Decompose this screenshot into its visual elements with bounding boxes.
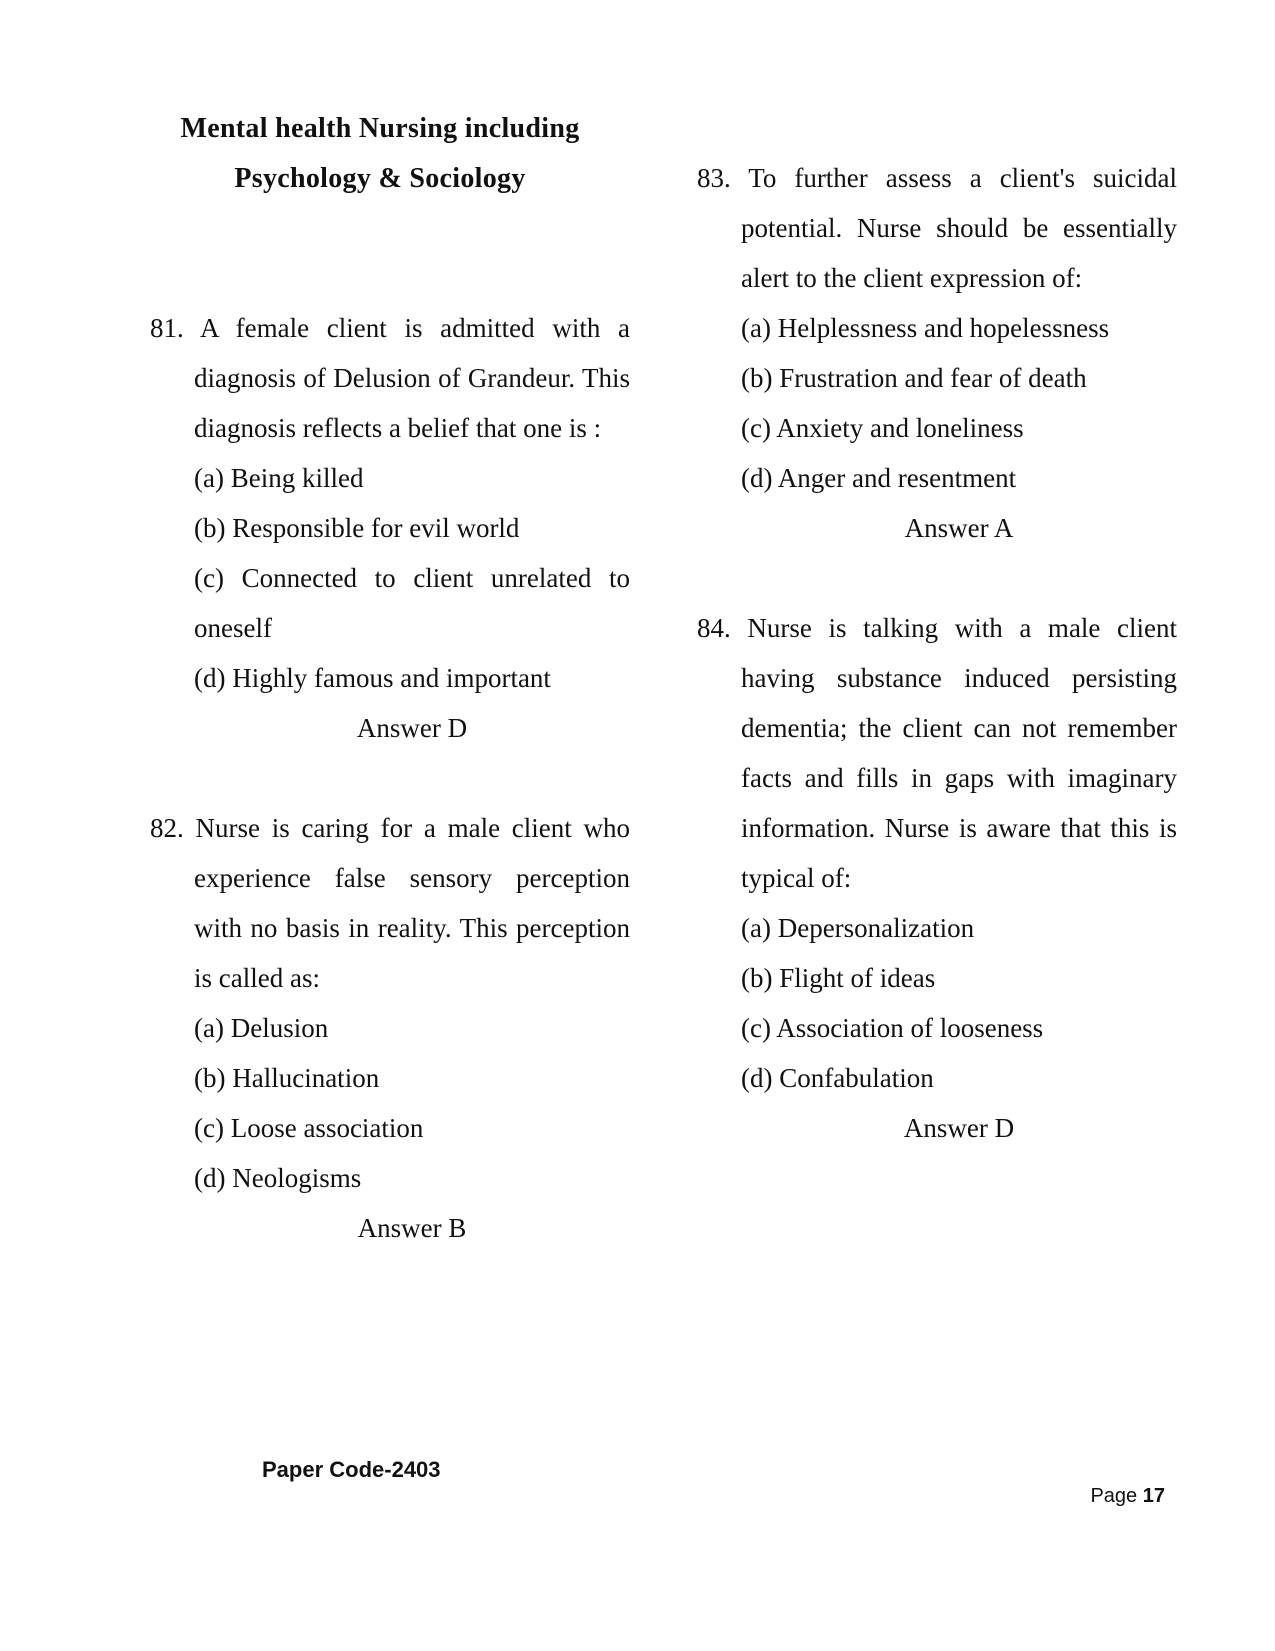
option-c: (c) Association of looseness [741,1013,1044,1043]
question-stem: 83. To further assess a client's suicidal potential. Nurse should be essentially alert to the client expression of: [697,163,1177,293]
question-stem: 81. A female client is admitted with a diagnosis of Delusion of Grandeur. This diagnosis reflects a belief that one is : [150,313,630,443]
option-c: (c) Anxiety and loneliness [741,413,1024,443]
option-b: (b) Flight of ideas [741,963,936,993]
question-81 [150,303,630,753]
heading-line-2: Psychology & Sociology [234,163,526,194]
heading-line-1: Mental health Nursing including [180,113,580,144]
option-b: (b) Frustration and fear of death [741,363,1087,393]
question-83 [697,153,1177,553]
option-a: (a) Depersonalization [741,913,975,943]
question-stem: 82. Nurse is caring for a male client who experience false sensory perception with no basis in reality. This perception is called as: [150,813,630,993]
option-a: (a) Helplessness and hopelessness [741,313,1110,343]
option-c: (c) Loose association [194,1113,424,1143]
question-82 [150,803,630,1253]
answer-text: Answer B [357,1213,467,1243]
answer-text: Answer D [356,713,468,743]
option-b: (b) Hallucination [194,1063,380,1093]
section-heading [140,104,620,204]
answer-text: Answer D [903,1113,1015,1143]
option-a: (a) Being killed [194,463,364,493]
question-84 [697,603,1177,1153]
left-column [150,303,630,1303]
page-label: Page [1090,1485,1138,1507]
option-a: (a) Delusion [194,1013,329,1043]
option-d: (d) Anger and resentment [741,463,1017,493]
option-d: (d) Neologisms [194,1163,362,1193]
page-number: 17 [1142,1485,1165,1507]
option-c: (c) Connected to client unrelated to oneself [194,563,630,643]
option-b: (b) Responsible for evil world [194,513,520,543]
answer-text: Answer A [904,513,1014,543]
right-column [697,153,1177,1203]
option-d: (d) Confabulation [741,1063,934,1093]
option-d: (d) Highly famous and important [194,663,551,693]
question-stem: 84. Nurse is talking with a male client having substance induced persisting dementia; the client can not remember facts and fills in gaps with imaginary information. Nurse is aware that this is typical of: [697,613,1177,893]
page-number-footer [1090,1485,1165,1508]
paper-code: Paper Code-2403 [262,1457,441,1482]
